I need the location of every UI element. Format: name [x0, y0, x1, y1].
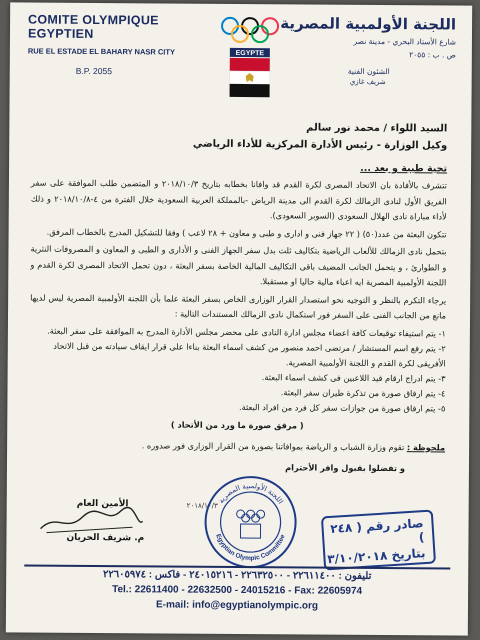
registration-stamp — [321, 510, 436, 571]
footer-phones-ar: تليفون : ٢٢٦١١٤٠٠ - ٢٢٦٣٢٥٠٠ - ٢٤٠١٥٢١٦ - فاكس : ٢٢٦٠٥٩٧٤ — [102, 569, 372, 582]
logo-label: EGYPTE — [235, 49, 265, 58]
list-item: ٢- يتم رفع اسم المستشار / مرتضى احمد منصور من كشف اسماء البعثة بناءا على قرار ايقاف سيادته من قبل الاتحاد الأفريقى لكرة القدم و اللجنة الأولمبية المصرية. — [53, 340, 446, 368]
paragraph-4: يرجاء التكرم بالنظر و التوجيه نحو استصدار القرار الوزارى الخاص بسفر البعثة علما بأن اللجنة الأولمبية المصرية ليس لديها مانع من الجانب الفنى على السفر فور استكمال نادى الزمالك المستندات التالية : — [30, 292, 447, 321]
address-ar: شارع الأستاد البحري - مدينة نصر — [353, 36, 456, 47]
header-arabic — [276, 14, 456, 86]
footer — [24, 569, 450, 613]
footer-phones-en: Tel.: 22611400 - 22632500 - 24015216 - Fax: 22605974 — [112, 584, 363, 597]
note-label: ملحوظة : — [406, 441, 446, 452]
official-stamp-icon — [202, 474, 299, 571]
stamp-text-en: Egyptian Olympic Committee — [214, 533, 287, 563]
header-english — [28, 13, 198, 77]
org-name-en: COMITE OLYMPIQUE EGYPTIEN — [27, 12, 159, 41]
dept-name: شريف غازي — [349, 77, 386, 87]
letter-page — [6, 2, 472, 635]
greeting: تحية طيبة و بعد ... — [360, 162, 448, 175]
address-en: RUE EL ESTADE EL BAHARY NASR CITY — [27, 46, 176, 57]
closing: و تفضلوا بقبول وافر الأحترام — [285, 461, 406, 473]
registration-number: صادر رقم ( ٢٤٨ ) — [329, 516, 425, 545]
paragraph-2: تتكون البعثة من عدد(٥٠) ( ٢٢ جهاز فنى و ادارى و طبى و معاون + ٢٨ لاعب ) وفقا للتشكيل المدرج بالخطاب المرفق. — [46, 226, 447, 239]
olympic-rings-flag-icon — [218, 14, 283, 102]
list-item: ٥- يتم ارفاق صورة من جوازات سفر كل فرد من افراد البعثة. — [239, 401, 446, 413]
handwritten-date: ٢٠١٨/١٠/٣ — [186, 501, 218, 510]
letter-body — [29, 121, 447, 476]
note-text: تقوم وزارة الشباب و الرياضة بموافاتنا بصورة من القرار الوزارى فور صدوره . — [141, 439, 405, 452]
paragraph-1: تتشرف بالأفادة بان الاتحاد المصرى لكرة القدم قد وافانا بخطابه بتاريخ ٢٠١٨/١٠/٣ و المتضمن طلب الموافقة على سفر الفريق الأول لنادى الزمالك لكرة القدم الى مدينة الرياض -بالمملكة العربية السعودية خلال الفترة من ٤-٢٠١٨/١٠/٨ و ذلك لأداء مباراة نادى الهلال السعودى (السوبر السعودى). — [30, 177, 447, 222]
attachment-note: ( مرفق صورة ما ورد من الأتحاد ) — [170, 419, 304, 430]
olympic-logo — [218, 14, 283, 102]
recipient-name: السيد اللواء / محمد نور سالم — [306, 122, 448, 135]
org-name-ar: اللجنة الأولمبية المصرية — [280, 14, 457, 34]
list-item: ٣- يتم ادراج ارقام قيد اللاعبين فى كشف اسماء البعثة. — [261, 371, 446, 383]
po-box-ar: ص . ب : ٢٠٥٥ — [409, 50, 456, 60]
note — [29, 437, 445, 455]
registration-date: بتاريخ ٣/١٠/٢٠١٨ — [326, 546, 426, 567]
po-box-en: B.P. 2055 — [75, 65, 113, 77]
dept-label: الشئون الفنية — [347, 66, 390, 77]
signatory-title: الأمين العام — [76, 498, 129, 510]
paragraph-3: بتحمل نادى الزمالك للألعاب الرياضية بتكاليف ثلث بدل سفر الجهاز الفنى و الأدارى و الطبى و المعاون و المصروفات النثرية و الطوارئ ، و يتحمل الجانب المضيف باقى التكاليف المالية الخاصة بسفر البعثة ، دون تحمل الاتحاد المصرى لكرة القدم و اللجنة الأولمبية المصرية ايه اعباء مالية حاليا او مستقبلا. — [30, 243, 447, 288]
svg-text:اللجنة الأولمبية المصرية — [217, 482, 285, 506]
recipient-title: وكيل الوزارة - رئيس الأدارة المركزية للأداء الرياضي — [192, 138, 448, 152]
signatory-name: م. شريف الحريان — [66, 532, 145, 544]
list-item: ١- يتم استيفاء توقيعات كافة اعضاء مجلس ادارة النادى على محضر مجلس الأدارة المدرج به الموافقة على سفر البعثة. — [47, 325, 446, 338]
list-item: ٤- يتم ارفاق صورة من تذكرة طيران سفر البعثة. — [280, 386, 446, 398]
stamp-text-ar: اللجنة الأولمبية المصرية — [216, 482, 285, 506]
footer-email: E-mail: info@egyptianolympic.org — [155, 599, 319, 612]
